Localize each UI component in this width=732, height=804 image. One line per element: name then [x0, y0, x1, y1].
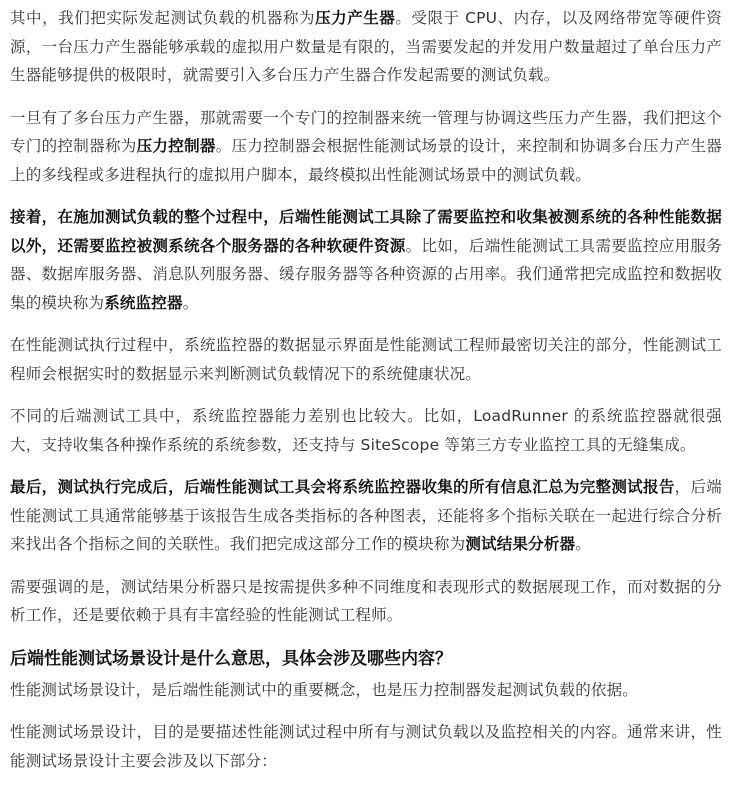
section-heading: 后端性能测试场景设计是什么意思，具体会涉及哪些内容？	[10, 648, 452, 669]
text-segment: 。	[182, 293, 199, 312]
term-pressure-controller: 压力控制器	[136, 137, 216, 155]
term-result-analyzer: 测试结果分析器	[465, 535, 576, 553]
text-segment: 。压力控制器会根据性能测试场景的设计，来控制和协调多台压力产生器上的多线程或多进程执行的虚拟用户脚本，最终模拟出性能测试场景中的测试负载。	[10, 137, 722, 184]
paragraph-pressure-generator	[10, 4, 722, 90]
text-segment: 一旦有了多台压力产生器，那就需要一个专门的控制器来统一管理与协调这些压力产生器，我们把这个专门的控制器称为	[10, 108, 722, 155]
paragraph-monitor-display: 在性能测试执行过程中，系统监控器的数据显示界面是性能测试工程师最密切关注的部分，性能测试工程师会根据实时的数据显示来判断测试负载情况下的系统健康状况。	[10, 336, 722, 383]
text-segment: 其中，我们把实际发起测试负载的机器称为	[10, 9, 316, 27]
paragraph-result-analyzer	[10, 473, 722, 559]
text-segment: ，后端性能测试工具通常能够基于该报告生成各类指标的各种图表，还能将多个指标关联在一起进行综合分析来找出各个指标之间的关联性。我们把完成这部分工作的模块称为	[10, 478, 722, 553]
emphasis-monitoring: 接着，在施加测试负载的整个过程中，后端性能测试工具除了需要监控和收集被测系统的各种性能数据以外，还需要监控被测系统各个服务器的各种软硬件资源	[10, 208, 722, 255]
paragraph-analysis-note: 需要强调的是，测试结果分析器只是按需提供多种不同维度和表现形式的数据展现工作，而对数据的分析工作，还是要依赖于具有丰富经验的性能测试工程师。	[10, 577, 722, 624]
paragraph-scenario-definition: 性能测试场景设计，是后端性能测试中的重要概念，也是压力控制器发起测试负载的依据。	[10, 680, 639, 699]
paragraph-scenario-purpose: 性能测试场景设计，目的是要描述性能测试过程中所有与测试负载以及监控相关的内容。通常来讲，性能测试场景设计主要会涉及以下部分：	[10, 723, 722, 770]
emphasis-report: 最后，测试执行完成后，后端性能测试工具会将系统监控器收集的所有信息汇总为完整测试报告	[10, 478, 675, 496]
paragraph-system-monitor	[10, 203, 722, 317]
text-segment: 。比如，后端性能测试工具需要监控应用服务器、数据库服务器、消息队列服务器、缓存服务器等各种资源的占用率。我们通常把完成监控和数据收集的模块称为	[10, 236, 722, 312]
paragraph-pressure-controller	[10, 104, 722, 190]
text-segment: 。受限于 CPU、内存，以及网络带宽等硬件资源，一台压力产生器能够承载的虚拟用户数量是有限的，当需要发起的并发用户数量超过了单台压力产生器能够提供的极限时，就需要引入多台压力产生器合作发起需要的测试负载。	[10, 9, 722, 84]
term-pressure-generator: 压力产生器	[315, 9, 396, 27]
text-segment: 。	[575, 535, 591, 553]
paragraph-monitor-capability: 不同的后端测试工具中，系统监控器能力差别也比较大。比如，LoadRunner 的系统监控器就很强大，支持收集各种操作系统的系统参数，还支持与 SiteScope 等第三方专业监控工具的无缝集成。	[10, 407, 722, 454]
term-system-monitor: 系统监控器	[104, 293, 183, 312]
